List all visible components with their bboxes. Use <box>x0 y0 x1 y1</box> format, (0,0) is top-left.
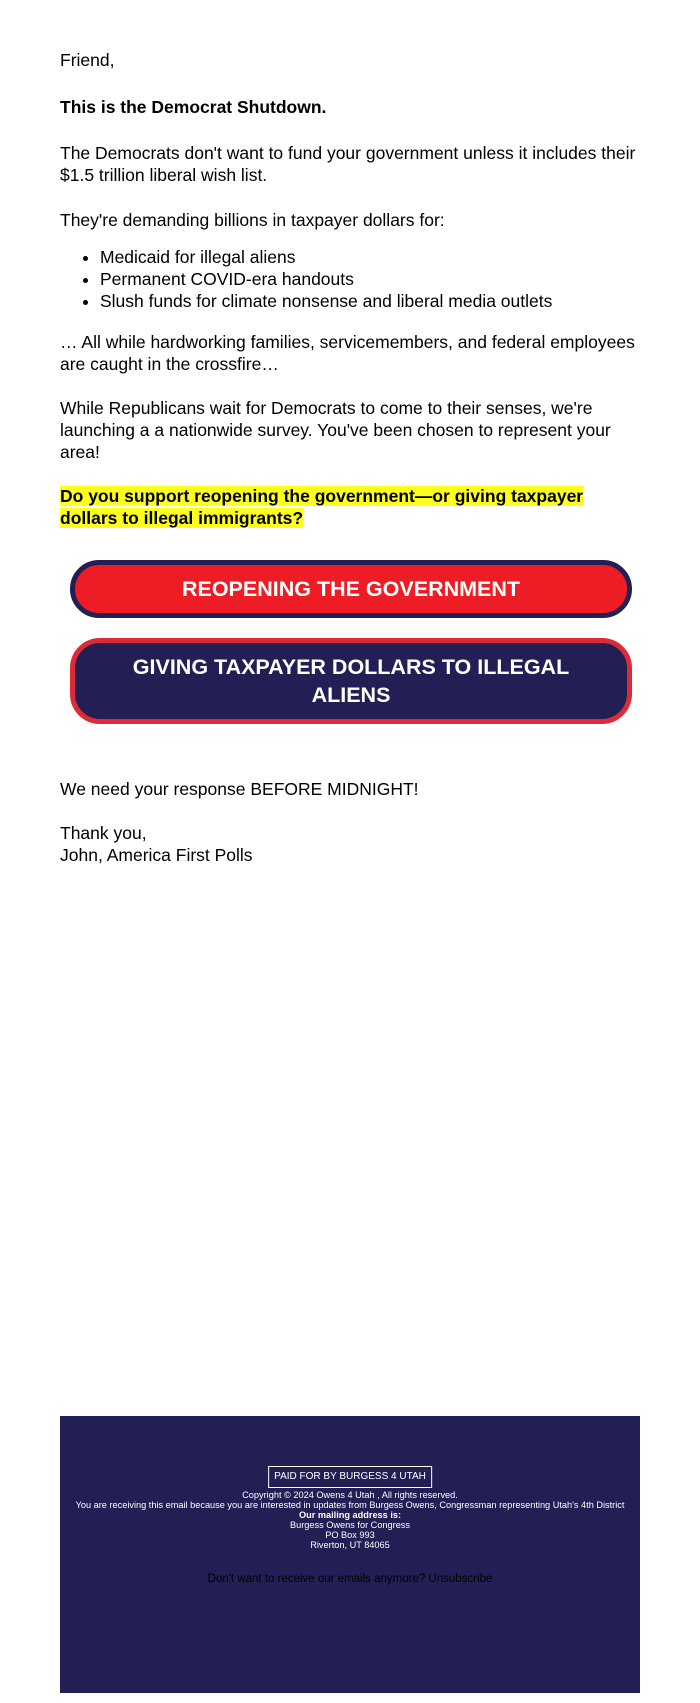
list-item: • Medicaid for illegal aliens <box>100 246 640 268</box>
urgency-text: We need your response BEFORE MIDNIGHT! <box>60 779 419 799</box>
mailing-address-label: Our mailing address is: <box>298 1510 402 1520</box>
greeting: Friend, <box>60 50 115 70</box>
po-box: PO Box 993 <box>325 1530 375 1540</box>
unsubscribe-link[interactable]: Don't want to receive our emails anymore? Unsubscribe <box>207 1573 493 1585</box>
copyright-text: Copyright © 2024 Owens 4 Utah , All rights reserved. <box>242 1490 458 1500</box>
demands-list <box>60 246 640 312</box>
email-footer <box>60 1416 640 1693</box>
signoff-thanks: Thank you, <box>60 823 147 843</box>
org-name: Burgess Owens for Congress <box>290 1520 410 1530</box>
reopen-government-button[interactable]: REOPENING THE GOVERNMENT <box>70 560 632 618</box>
paid-for-disclaimer: PAID FOR BY BURGESS 4 UTAH <box>268 1466 432 1488</box>
taxpayer-dollars-button[interactable]: GIVING TAXPAYER DOLLARS TO ILLEGAL ALIENS <box>70 638 632 724</box>
signoff-name: John, America First Polls <box>60 845 253 865</box>
paragraph-funding: The Democrats don't want to fund your government unless it includes their $1.5 trillion liberal wish list. <box>60 143 636 185</box>
survey-question <box>60 485 640 529</box>
paragraph-demands: They're demanding billions in taxpayer dollars for: <box>60 210 445 230</box>
list-item: • Permanent COVID-era handouts <box>100 268 640 290</box>
city-state-zip: Riverton, UT 84065 <box>310 1540 390 1550</box>
headline: This is the Democrat Shutdown. <box>60 97 327 117</box>
highlighted-question: Do you support reopening the government—or giving taxpayer dollars to illegal immigrants? <box>60 486 584 528</box>
paragraph-crossfire: … All while hardworking families, servicemembers, and federal employees are caught in the crossfire… <box>60 332 635 374</box>
list-item: • Slush funds for climate nonsense and liberal media outlets <box>100 290 640 312</box>
paragraph-survey: While Republicans wait for Democrats to come to their senses, we're launching a a nationwide survey. You've been chosen to represent your area! <box>60 398 611 462</box>
receiving-reason-text: You are receiving this email because you are interested in updates from Burgess Owens, Congressman representing Utah's 4th District <box>75 1500 625 1510</box>
